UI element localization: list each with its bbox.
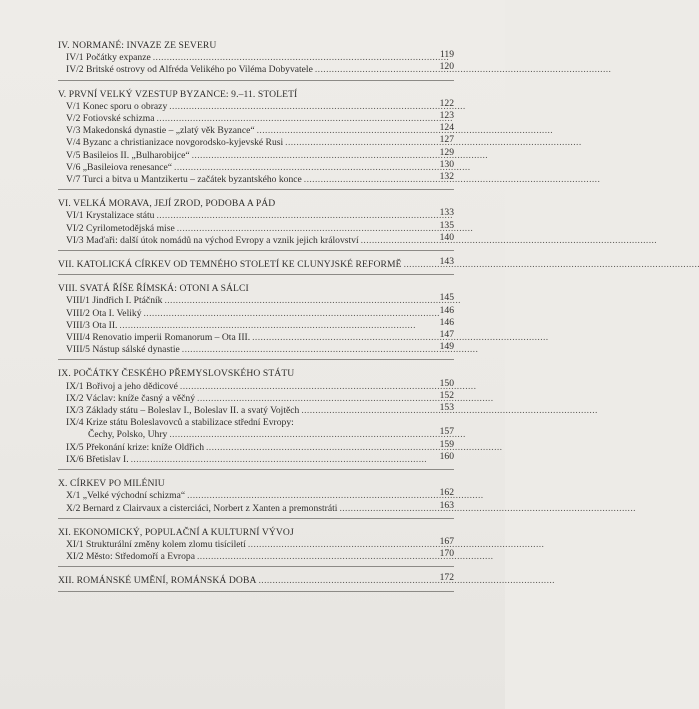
- chapter-heading: [58, 89, 454, 101]
- chapter-heading: [58, 283, 454, 295]
- page-number: 122: [439, 97, 454, 109]
- leader-dots: [404, 259, 434, 271]
- toc-entry: [58, 417, 454, 429]
- toc-entry: [58, 402, 454, 417]
- toc-chapter: [58, 527, 454, 568]
- page-number: 172: [439, 572, 454, 584]
- leader-dots: [182, 344, 434, 356]
- page-number: 163: [439, 499, 454, 511]
- leader-dots: [192, 150, 434, 162]
- leader-dots: [339, 503, 434, 515]
- page-number: 153: [439, 402, 454, 414]
- toc-chapter: [58, 572, 454, 591]
- entry-label: V/7 Turci a bitva u Mantzikertu – začátek byzantského konce: [66, 174, 302, 186]
- toc-entry: [58, 499, 454, 515]
- leader-dots: [285, 137, 434, 149]
- page-number: 132: [439, 171, 454, 183]
- entry-label: V/5 Basileios II. „Bulharobijce“: [66, 149, 190, 161]
- entry-label: X/2 Bernard z Clairvaux a cisterciáci, Norbert z Xanten a premonstráti: [66, 502, 338, 514]
- toc-entry: [58, 97, 454, 113]
- page-number: 135: [439, 219, 454, 231]
- chapter-title: IX. POČÁTKY ČESKÉHO PŘEMYSLOVSKÉHO STÁTU: [58, 368, 295, 380]
- entry-label: XI/1 Strukturální změny kolem zlomu tisíciletí: [66, 538, 246, 550]
- chapter-title: X. CÍRKEV PO MILÉNIU: [58, 478, 165, 490]
- toc-entry: [58, 158, 454, 174]
- page-number: 120: [439, 61, 454, 73]
- entry-label: VI/1 Krystalizace státu: [66, 210, 155, 222]
- toc-chapter: [58, 198, 454, 251]
- toc-entry: [58, 487, 454, 502]
- toc-entry: [58, 377, 454, 393]
- toc-entry: [58, 341, 454, 356]
- page-number: 119: [439, 49, 454, 61]
- leader-dots: [315, 64, 434, 76]
- entry-label: V/2 Fotiovské schizma: [66, 113, 155, 125]
- leader-dots: [169, 101, 434, 113]
- entry-label: VI/3 Maďaři: další útok nomádů na východ Evropy a vznik jejich království: [66, 234, 359, 246]
- toc-chapter: [58, 89, 454, 191]
- toc-entry: [58, 219, 454, 235]
- toc-entry: [58, 304, 454, 320]
- leader-dots: [206, 442, 434, 454]
- entry-label: VIII/4 Renovatio imperii Romanorum – Ota III.: [66, 332, 251, 344]
- chapter-title: XI. EKONOMICKÝ, POPULAČNÍ A KULTURNÍ VÝVOJ: [58, 526, 294, 538]
- leader-dots: [180, 381, 434, 393]
- chapter-heading: [58, 198, 454, 210]
- page-number: 123: [439, 110, 454, 122]
- toc-entry: [58, 146, 454, 162]
- entry-label: Čechy, Polsko, Uhry: [88, 429, 168, 441]
- leader-dots: [177, 223, 434, 235]
- entry-label: V/3 Makedonská dynastie – „zlatý věk Byzance“: [66, 125, 255, 137]
- entry-label: IV/2 Britské ostrovy od Alfréda Velikého po Viléma Dobyvatele: [66, 64, 313, 76]
- leader-dots: [156, 113, 434, 125]
- leader-dots: [361, 235, 434, 247]
- toc-entry: [58, 292, 454, 307]
- chapter-title: VI. VELKÁ MORAVA, JEJÍ ZROD, PODOBA A PÁD: [58, 198, 276, 210]
- toc-entry: [58, 207, 454, 222]
- chapter-heading: [58, 478, 454, 490]
- page-number: 124: [439, 122, 454, 134]
- entry-label: XI/2 Město: Středomoří a Evropa: [66, 551, 195, 563]
- toc-entry: [58, 134, 454, 149]
- table-of-contents: [58, 40, 454, 592]
- toc-entry: [58, 535, 454, 551]
- entry-label: IX/6 Břetislav I.: [66, 453, 129, 465]
- toc-entry: [58, 316, 454, 332]
- leader-dots: [119, 320, 434, 332]
- leader-dots: [153, 52, 434, 64]
- chapter-title: V. PRVNÍ VELKÝ VZESTUP BYZANCE: 9.–11. STOLETÍ: [58, 88, 298, 100]
- leader-dots: [164, 295, 434, 307]
- toc-entry: [58, 450, 454, 466]
- entry-label: IX/3 Základy státu – Boleslav I., Boleslav II. a svatý Vojtěch: [66, 405, 300, 417]
- leader-dots: [304, 174, 434, 186]
- leader-dots: [131, 454, 434, 466]
- page-number: 146: [439, 304, 454, 316]
- page-number: 160: [439, 450, 454, 462]
- toc-entry: [58, 438, 454, 454]
- leader-dots: [301, 405, 434, 417]
- toc-entry: [58, 548, 454, 563]
- chapter-title: VIII. SVATÁ ŘÍŠE ŘÍMSKÁ: OTONI A SÁLCI: [58, 283, 249, 295]
- chapter-heading: [58, 256, 454, 271]
- entry-label: VIII/5 Nástup sálské dynastie: [66, 344, 180, 356]
- leader-dots: [156, 210, 434, 222]
- leader-dots: [248, 539, 434, 551]
- leader-dots: [187, 490, 434, 502]
- entry-label: VIII/1 Jindřich I. Ptáčník: [66, 295, 163, 307]
- leader-dots: [144, 308, 435, 320]
- toc-chapter: [58, 283, 454, 360]
- page-number: 143: [439, 256, 454, 268]
- entry-label: V/6 „Basileiova renesance“: [66, 161, 173, 173]
- toc-chapter: [58, 368, 454, 470]
- leader-dots: [197, 551, 434, 563]
- page-number: 150: [439, 377, 454, 389]
- chapter-heading: [58, 527, 454, 539]
- entry-label: IX/2 Václav: kníže časný a věčný: [66, 392, 196, 404]
- entry-label: IV/1 Počátky expanze: [66, 52, 151, 64]
- page-number: 127: [439, 134, 454, 146]
- entry-label: IX/1 Bořivoj a jeho dědicové: [66, 380, 178, 392]
- toc-entry: [58, 49, 454, 64]
- page-number: 129: [439, 146, 454, 158]
- toc-entry: [58, 110, 454, 125]
- chapter-heading: [58, 40, 454, 52]
- entry-label: VIII/2 Ota I. Veliký: [66, 307, 142, 319]
- entry-label: IX/4 Krize státu Boleslavovců a stabilizace střední Evropy:: [66, 417, 294, 429]
- entry-label: VIII/3 Ota II.: [66, 319, 118, 331]
- entry-label: V/1 Konec sporu o obrazy: [66, 100, 168, 112]
- page-number: 157: [439, 426, 454, 438]
- leader-dots: [169, 429, 434, 441]
- toc-entry: [58, 329, 454, 344]
- toc-entry: [58, 61, 454, 76]
- entry-label: VI/2 Cyrilometodějská mise: [66, 222, 175, 234]
- page-number: 146: [439, 316, 454, 328]
- chapter-heading: [58, 368, 454, 380]
- page-number: 145: [439, 292, 454, 304]
- leader-dots: [174, 162, 434, 174]
- toc-chapter: [58, 256, 454, 275]
- page-number: 152: [439, 389, 454, 401]
- toc-entry: [58, 426, 454, 441]
- leader-dots: [257, 125, 434, 137]
- page-number: 159: [439, 438, 454, 450]
- page-number: 133: [439, 207, 454, 219]
- page-number: 140: [439, 231, 454, 243]
- page-number: 167: [439, 535, 454, 547]
- toc-chapter: [58, 478, 454, 519]
- leader-dots: [197, 393, 434, 405]
- toc-chapter: [58, 40, 454, 81]
- entry-label: X/1 „Velké východní schizma“: [66, 490, 186, 502]
- toc-entry: [58, 122, 454, 137]
- page-number: 149: [439, 341, 454, 353]
- leader-dots: [252, 332, 434, 344]
- page-number: 162: [439, 487, 454, 499]
- entry-label: IX/5 Překonání krize: kníže Oldřich: [66, 441, 204, 453]
- toc-entry: [58, 231, 454, 247]
- page-number: 170: [439, 548, 454, 560]
- leader-dots: [258, 575, 434, 587]
- chapter-title: VII. KATOLICKÁ CÍRKEV OD TEMNÉHO STOLETÍ KE CLUNYJSKÉ REFORMĚ: [58, 259, 402, 271]
- chapter-title: IV. NORMANÉ: INVAZE ZE SEVERU: [58, 40, 217, 51]
- chapter-heading: [58, 572, 454, 587]
- chapter-title: XII. ROMÁNSKÉ UMĚNÍ, ROMÁNSKÁ DOBA: [58, 575, 257, 587]
- page-number: 147: [439, 329, 454, 341]
- toc-entry: [58, 389, 454, 405]
- toc-entry: [58, 171, 454, 186]
- page-number: 130: [439, 158, 454, 170]
- entry-label: V/4 Byzanc a christianizace novgorodsko-kyjevské Rusi: [66, 137, 284, 149]
